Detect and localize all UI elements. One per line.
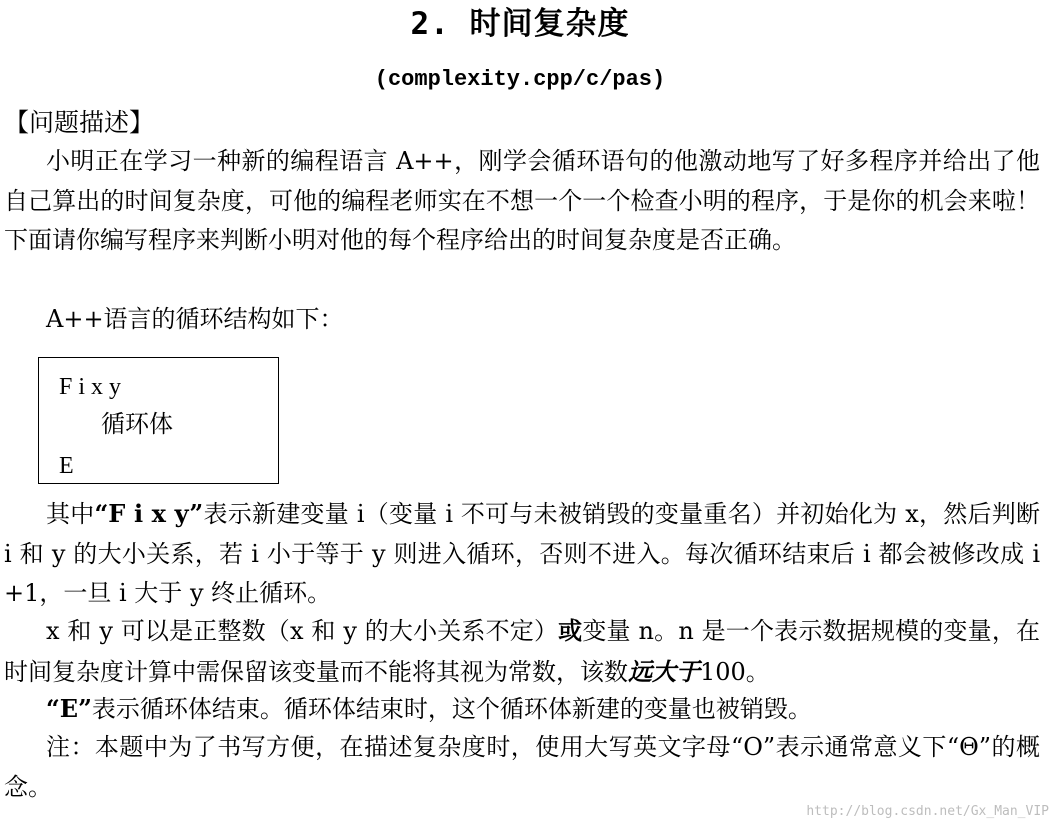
paragraph-intro: 小明正在学习一种新的编程语言 A++，刚学会循环语句的他激动地写了好多程序并给出了他自己算出的时间复杂度，可他的编程老师实在不想一个一个检查小明的程序，于是你的机会来啦！下面请你编写程序来判断小明对他的每个程序给出的时间复杂度是否正确。 <box>4 147 1040 254</box>
p5-post: 表示循环体结束。循环体结束时，这个循环体新建的变量也被销毁。 <box>91 695 812 723</box>
paragraph-loop-structure: A++语言的循环结构如下： <box>46 305 344 333</box>
p4-emphasis: 远大于 <box>628 656 700 686</box>
p4-mid: 变量 n。n 是一个表示数据规模的变量，在时间复杂度计算中需保留该变量而不能将其视为常数，该数 <box>4 617 1041 686</box>
code-line-end: E <box>59 453 74 479</box>
p3-post: 表示新建变量 i（变量 i 不可与未被销毁的变量重名）并初始化为 x，然后判断 i 和 y 的大小关系，若 i 小于等于 y 则进入循环，否则不进入。每次循环结束后 i 都会被修改成 i +1，一旦 i 大于 y 终止循环。 <box>4 500 1041 607</box>
paragraph-note: 注：本题中为了书写方便，在描述复杂度时，使用大写英文字母“O”表示通常意义下“Θ”的概念。 <box>4 733 1040 801</box>
code-line-for: F i x y <box>59 374 122 400</box>
p3-keyword: “F i x y” <box>94 499 204 528</box>
code-block <box>38 357 279 484</box>
file-names-subtitle: (complexity.cpp/c/pas) <box>374 67 666 92</box>
paragraph-f-statement <box>4 494 1040 614</box>
paragraph-xy-values <box>4 611 1040 692</box>
p4-pre: x 和 y 可以是正整数（x 和 y 的大小关系不定） <box>46 617 559 645</box>
p3-pre: 其中 <box>46 500 95 528</box>
code-line-body: 循环体 <box>101 412 173 438</box>
paragraph-e-statement <box>4 689 1040 730</box>
p4-post: 100。 <box>700 657 770 686</box>
page-title: 2. 时间复杂度 <box>410 6 630 42</box>
p4-or: 或 <box>558 616 583 645</box>
watermark: http://blog.csdn.net/Gx_Man_VIP <box>806 804 1049 819</box>
p5-keyword: “E” <box>46 694 92 723</box>
section-heading: 【问题描述】 <box>4 108 155 137</box>
